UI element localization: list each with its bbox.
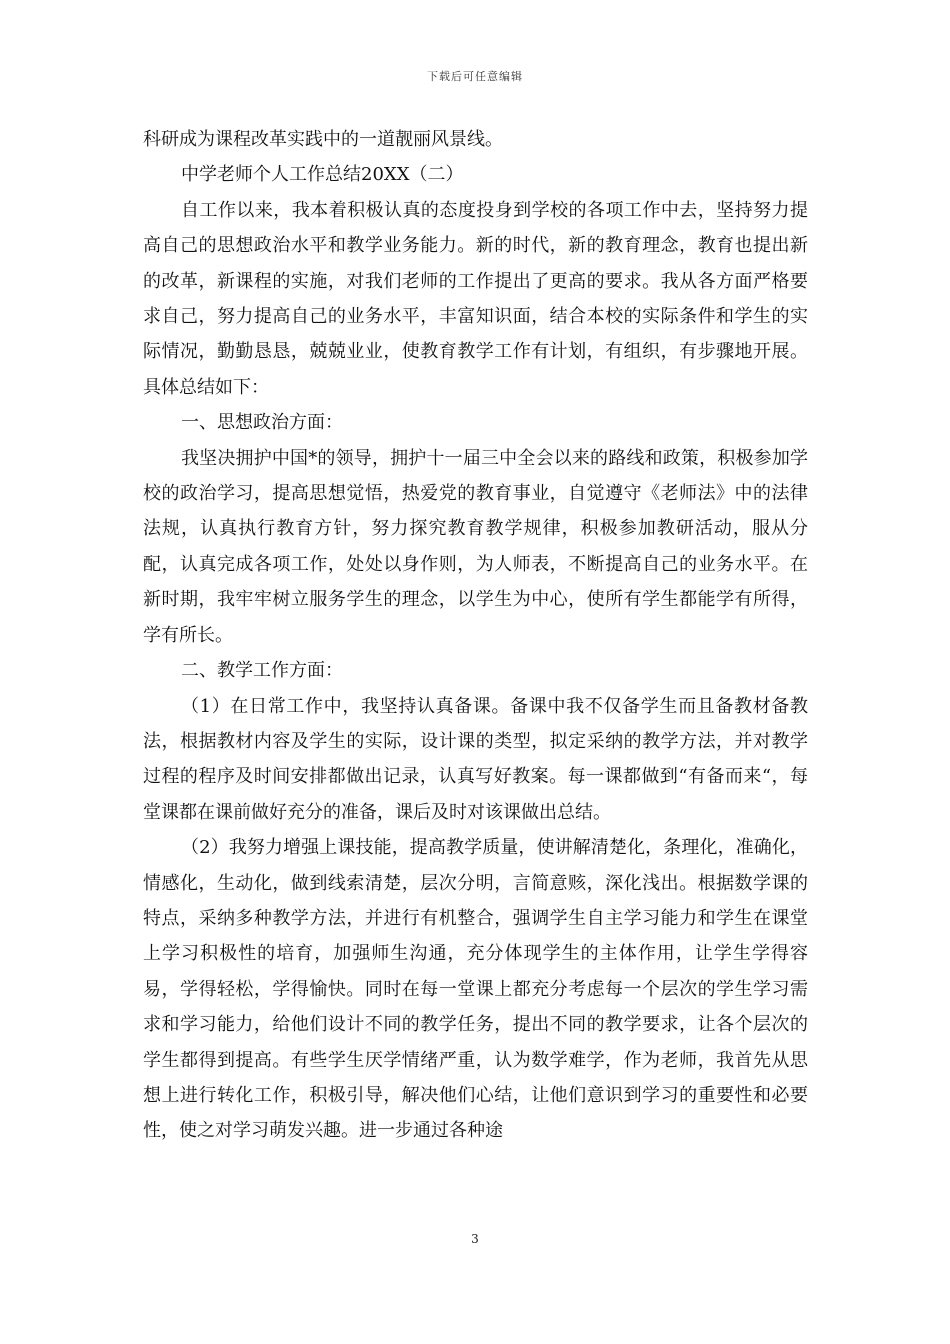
page-number: 3 — [471, 1232, 479, 1246]
heading-teaching: 二、教学工作方面： — [181, 660, 343, 682]
paragraph-continuation: 科研成为课程改革实践中的一道靓丽风景线。 — [143, 129, 503, 150]
paragraph-teaching-2: （2）我努力增强上课技能，提高教学质量，使讲解清楚化，条理化，准确化，情感化，生动化，做到线索清楚，层次分明，言简意赅，深化浅出。根据数学课的特点，采纳多种教学方法，并进行有机整合，强调学生自主学习能力和学生在课堂上学习积极性的培育，加强师生沟通，充分体现学生的主体作用，让学生学得容易，学得轻松，学得愉快。同时在每一堂课上都充分考虑每一个层次的学生学习需求和学习能力，给他们设计不同的教学任务，提出不同的教学要求，让各个层次的学生都得到提高。有些学生厌学情绪严重，认为数学难学，作为老师，我首先从思想上进行转化工作，积极引导，解决他们心结，让他们意识到学习的重要性和必要性，使之对学习萌发兴趣。进一步通过各种途 — [143, 837, 808, 1142]
heading-political: 一、思想政治方面： — [181, 412, 343, 434]
paragraph-intro: 自工作以来，我本着积极认真的态度投身到学校的各项工作中去，坚持努力提高自己的思想政治水平和教学业务能力。新的时代，新的教育理念，教育也提出新的改革，新课程的实施，对我们老师的工作提出了更高的要求。我从各方面严格要求自己，努力提高自己的业务水平，丰富知识面，结合本校的实际条件和学生的实际情况，勤勤恳恳，兢兢业业，使教育教学工作有计划，有组织，有步骤地开展。具体总结如下： — [143, 199, 808, 398]
header-note: 下载后可任意编辑 — [427, 70, 523, 83]
paragraph-teaching-1: （1）在日常工作中，我坚持认真备课。备课中我不仅备学生而且备教材备教法，根据教材内容及学生的实际，设计课的类型，拟定采纳的教学方法，并对教学过程的程序及时间安排都做出记录，认真写好教案。每一课都做到“有备而来“，每堂课都在课前做好充分的准备，课后及时对该课做出总结。 — [143, 695, 808, 823]
section-title: 中学老师个人工作总结20XX（二） — [181, 164, 464, 186]
paragraph-political: 我坚决拥护中国*的领导，拥护十一届三中全会以来的路线和政策，积极参加学校的政治学习，提高思想觉悟，热爱党的教育事业，自觉遵守《老师法》中的法律法规，认真执行教育方针，努力探究教育教学规律，积极参加教研活动，服从分配，认真完成各项工作，处处以身作则，为人师表，不断提高自己的业务水平。在新时期，我牢牢树立服务学生的理念，以学生为中心，使所有学生都能学有所得，学有所长。 — [143, 447, 808, 646]
document-body — [143, 122, 808, 1149]
